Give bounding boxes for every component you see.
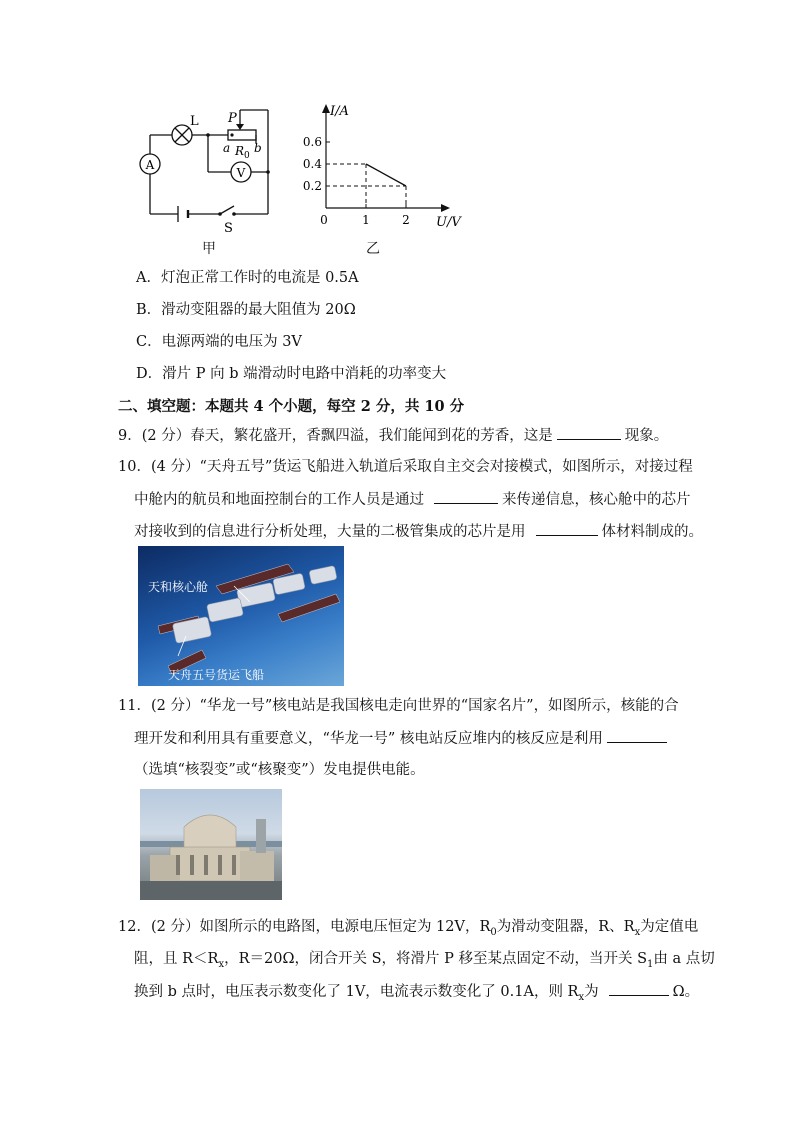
option-d: D．滑片 P 向 b 端滑动时电路中消耗的功率变大 [136, 366, 447, 382]
q12-line-2 [134, 949, 715, 975]
resistor-sub-label: 0 [244, 151, 250, 161]
x-tick-label: 0 [320, 213, 328, 227]
x-tick-label: 1 [362, 213, 370, 227]
section-heading: 二、填空题：本题共 4 个小题，每空 2 分，共 10 分 [118, 398, 465, 415]
nuclear-plant-photo [140, 789, 282, 900]
switch-label: S [224, 221, 233, 236]
x-tick-label: 2 [402, 213, 410, 227]
q10-line-2 [134, 489, 691, 510]
q12-line-1-sub2: x [634, 926, 641, 938]
q12-line-2-c: 由 a 点切 [653, 951, 715, 967]
resistor-label: R [235, 144, 245, 158]
question-9 [118, 425, 668, 446]
end-a-label: a [223, 141, 231, 155]
space-station-photo [138, 546, 344, 686]
option-b: B．滑动变阻器的最大阻值为 20Ω [136, 302, 356, 318]
iu-series-line [366, 164, 406, 186]
q9-text: 9．(2 分）春天，繁花盛开，香飘四溢，我们能闻到花的芳香，这是 [118, 428, 553, 444]
q12-line-1-c: 为定值电 [640, 919, 699, 935]
photo-label-core-module: 天和核心舱 [148, 580, 209, 594]
end-b-label: b [254, 141, 262, 155]
q10-blank-2[interactable] [536, 521, 598, 536]
lamp-label: L [190, 114, 199, 129]
q9-blank[interactable] [557, 425, 621, 440]
iu-graph [296, 100, 472, 228]
q12-line-2-sub: x [218, 958, 225, 970]
slider-label: P [228, 111, 237, 126]
q12-line-2-b: ，R＝20Ω，闭合开关 S，将滑片 P 移至某点固定不动，当开关 S [224, 951, 648, 967]
q12-line-2-sub2: 1 [647, 958, 654, 970]
q12-line-1-a: 12．(2 分）如图所示的电路图，电源电压恒定为 12V，R [118, 919, 491, 935]
q12-line-3-sub: x [578, 991, 585, 1003]
circuit-caption: 甲 [202, 241, 216, 257]
q10-line-3-suffix: 体材料制成的。 [601, 524, 703, 540]
ammeter-label: A [145, 158, 155, 172]
x-axis-arrow [441, 204, 450, 212]
q10-blank-1[interactable] [434, 489, 498, 504]
y-axis-arrow [322, 104, 330, 113]
q12-line-3-c: Ω。 [672, 984, 700, 1000]
q12-blank[interactable] [609, 981, 669, 996]
q12-line-1 [118, 917, 698, 943]
q11-line-2 [134, 728, 671, 749]
q12-line-3-a: 换到 b 点时，电压表示数变化了 1V，电流表示数变化了 0.1A，则 R [134, 984, 579, 1000]
y-tick-label: 0.2 [302, 179, 322, 193]
q12-line-1-sub: 0 [490, 926, 497, 938]
q11-line-1: 11．(2 分）“华龙一号”核电站是我国核电走向世界的“国家名片”，如图所示，核能的合 [118, 698, 679, 714]
y-tick-label: 0.4 [302, 157, 322, 171]
q10-line-3 [134, 521, 703, 542]
q11-line-2-text: 理开发和利用具有重要意义，“华龙一号” 核电站反应堆内的核反应是利用 [134, 731, 603, 747]
q10-line-1: 10．(4 分）“天舟五号”货运飞船进入轨道后采取自主交会对接模式，如图所示，对接过程 [118, 459, 693, 475]
photo-label-cargo-ship: 天舟五号货运飞船 [168, 668, 265, 682]
q12-line-2-a: 阻，且 R＜R [134, 951, 219, 967]
x-axis-label: U/V [436, 215, 461, 228]
circuit-diagram [136, 102, 286, 237]
graph-caption: 乙 [366, 241, 380, 257]
option-a: A．灯泡正常工作时的电流是 0.5A [136, 270, 359, 286]
y-axis-label: I/A [330, 104, 349, 119]
q12-line-3-b: 为 [584, 984, 599, 1000]
q11-blank[interactable] [607, 728, 667, 743]
y-tick-label: 0.6 [302, 135, 322, 149]
q12-line-3 [134, 981, 699, 1008]
q10-line-3-prefix: 对接收到的信息进行分析处理，大量的二极管集成的芯片是用 [134, 524, 526, 540]
voltmeter-label: V [236, 166, 246, 180]
option-c: C．电源两端的电压为 3V [136, 334, 302, 350]
q10-line-2-suffix: 来传递信息，核心舱中的芯片 [502, 492, 691, 508]
q12-line-1-b: 为滑动变阻器，R、R [496, 919, 635, 935]
q9-suffix: 现象。 [624, 428, 669, 444]
q11-line-3: （选填“核裂变”或“核聚变”）发电提供电能。 [134, 762, 425, 778]
q10-line-2-prefix: 中舱内的航员和地面控制台的工作人员是通过 [134, 492, 424, 508]
